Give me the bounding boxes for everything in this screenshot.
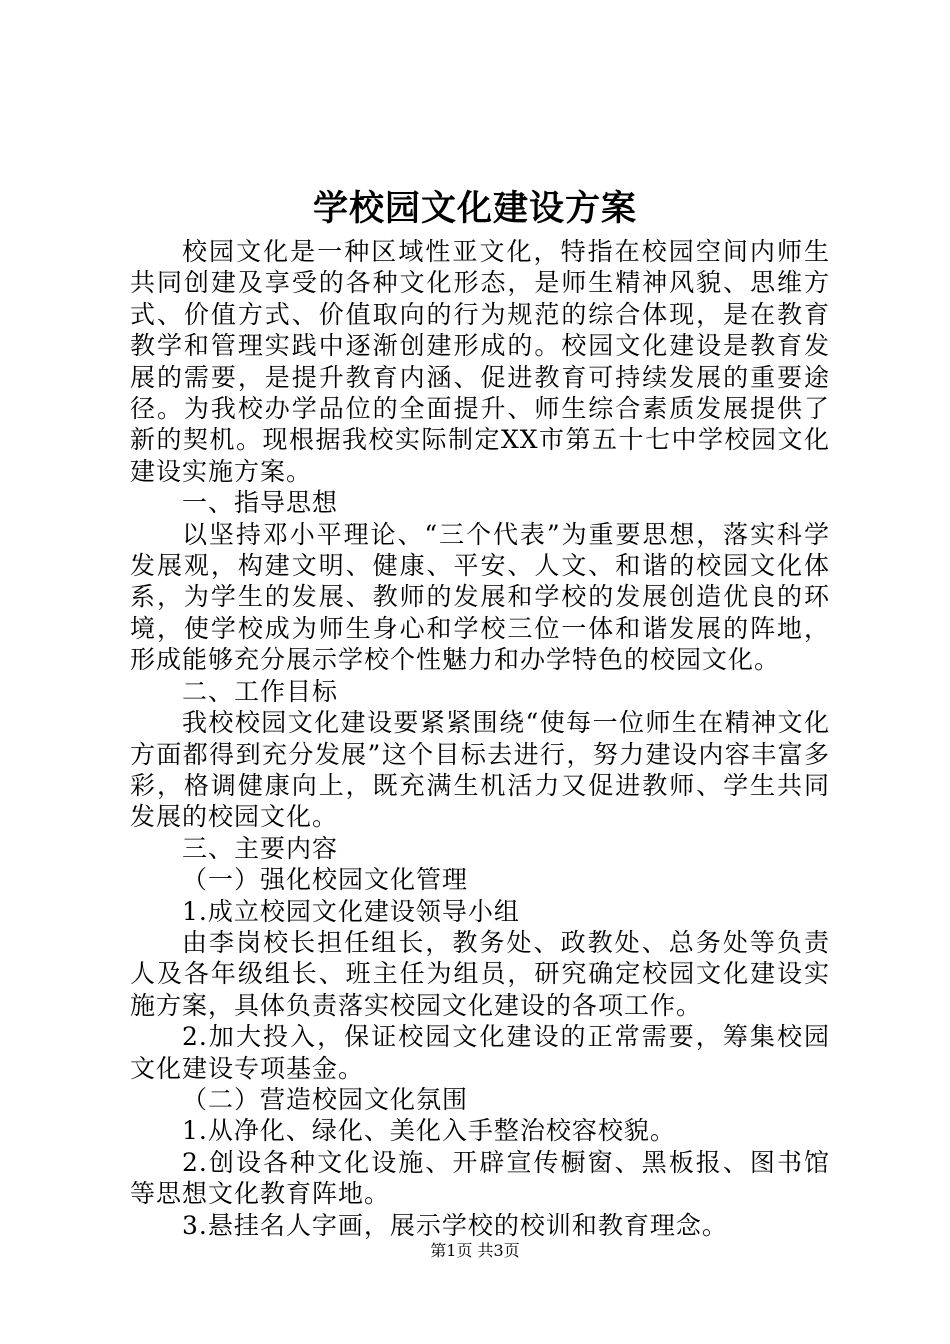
section-heading-guiding-thought: 一、指导思想 <box>182 488 339 518</box>
intro-paragraph: 校园文化是一种区域性亚文化，特指在校园空间内师生共同创建及享受的各种文化形态，是师生精神风貌、思维方式、价值方式、价值取向的行为规范的综合体现，是在教育教学和管理实践中逐渐创建形成的。校园文化建设是教育发展的需要，是提升教育内涵、促进教育可持续发展的重要途径。为我校办学品位的全面提升、师生综合素质发展提供了新的契机。现根据我校实际制定XX市第五十七中学校园文化建设实施方案。 <box>130 237 830 486</box>
subsection-heading-management: （一）强化校园文化管理 <box>182 865 469 895</box>
work-goal-paragraph: 我校校园文化建设要紧紧围绕“使每一位师生在精神文化方面都得到充分发展”这个目标去进行，努力建设内容丰富多彩，格调健康向上，既充满生机活力又促进教师、学生共同发展的校园文化。 <box>130 708 830 832</box>
section-heading-main-content: 三、主要内容 <box>182 833 339 863</box>
list-item-leadership-group: 1.成立校园文化建设领导小组 <box>182 896 520 926</box>
section-heading-work-goal: 二、工作目标 <box>182 676 339 706</box>
page-footer: 第1页 共3页 <box>430 1241 520 1260</box>
list-item-calligraphy: 3.悬挂名人字画，展示学校的校训和教育理念。 <box>182 1210 728 1240</box>
guiding-thought-paragraph: 以坚持邓小平理论、“三个代表”为重要思想，落实科学发展观，构建文明、健康、平安、人文、和谐的校园文化体系，为学生的发展、教师的发展和学校的发展创造优良的环境，使学校成为师生身心和学校三位一体和谐发展的阵地，形成能够充分展示学校个性魅力和办学特色的校园文化。 <box>130 519 830 675</box>
document-body <box>130 236 830 1241</box>
document-title: 学校园文化建设方案 <box>312 188 637 229</box>
leadership-group-paragraph: 由李岗校长担任组长，教务处、政教处、总务处等负责人及各年级组长、班主任为组员，研究确定校园文化建设实施方案，具体负责落实校园文化建设的各项工作。 <box>130 927 830 1020</box>
subsection-heading-atmosphere: （二）营造校园文化氛围 <box>182 1084 469 1114</box>
list-item-cultural-facilities: 2.创设各种文化设施、开辟宣传橱窗、黑板报、图书馆等思想文化教育阵地。 <box>130 1147 830 1209</box>
list-item-campus-appearance: 1.从净化、绿化、美化入手整治校容校貌。 <box>182 1116 676 1146</box>
list-item-investment: 2.加大投入，保证校园文化建设的正常需要，筹集校园文化建设专项基金。 <box>130 1022 830 1083</box>
